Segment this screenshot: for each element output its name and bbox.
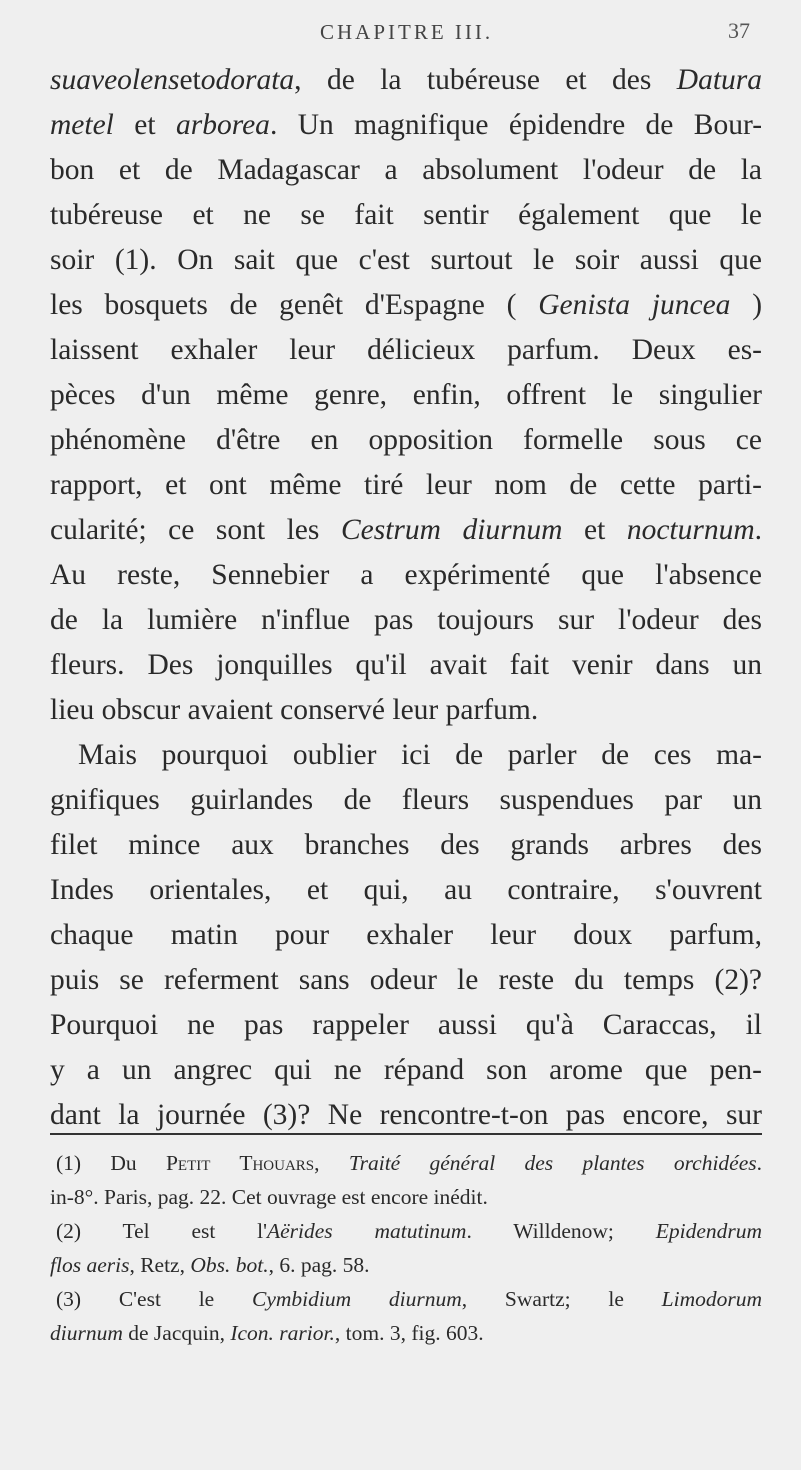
text-line: metel et arborea. Un magnifique épidendre de Bour- [50,109,763,141]
text-line: phénomène d'être en opposition formelle sous ce [50,424,762,456]
running-head [0,16,801,56]
text-line: laissent exhaler leur délicieux parfum. Deux es- [50,334,762,366]
footnote-line: in-8°. Paris, pag. 22. Cet ouvrage est encore inédit. [50,1185,488,1209]
text-line: les bosquets de genêt d'Espagne ( Genista juncea ) [50,289,763,321]
body-text [50,58,762,1138]
text-line: tubéreuse et ne se fait sentir également que le [50,199,762,231]
text-line: dant la journée (3)? Ne rencontre-t-on pas encore, sur [50,1099,762,1131]
text-line: puis se referment sans odeur le reste du temps (2)? [50,964,762,996]
text-line: y a un angrec qui ne répand son arome que pen- [50,1054,762,1086]
text-line: fleurs. Des jonquilles qu'il avait fait venir dans un [50,649,762,681]
chapter-heading: CHAPITRE III. [320,20,494,44]
footnote-line: (3) C'est le Cymbidium diurnum, Swartz; le Limodorum [56,1287,763,1311]
footnotes [50,1146,762,1350]
text-line: chaque matin pour exhaler leur doux parfum, [50,919,762,951]
text-line: Mais pourquoi oublier ici de parler de ces ma- [78,739,762,771]
text-line: rapport, et ont même tiré leur nom de cette parti- [50,469,762,501]
page-number: 37 [728,18,750,43]
text-line: soir (1). On sait que c'est surtout le soir aussi que [50,244,762,276]
text-line: lieu obscur avaient conservé leur parfum. [50,694,539,726]
text-line: bon et de Madagascar a absolument l'odeur de la [50,154,762,186]
text-line: Indes orientales, et qui, au contraire, s'ouvrent [50,874,762,906]
footnote-line: flos aeris, Retz, Obs. bot., 6. pag. 58. [50,1253,370,1277]
text-line: de la lumière n'influe pas toujours sur l'odeur des [50,604,762,636]
text-line: cularité; ce sont les Cestrum diurnum et nocturnum. [50,514,763,546]
text-line: pèces d'un même genre, enfin, offrent le singulier [50,379,762,411]
footnote-line: (1) Du Petit Thouars, Traité général des plantes orchidées. [56,1151,763,1175]
footnote-rule [50,1133,762,1135]
footnote-line: diurnum de Jacquin, Icon. rarior., tom. 3, fig. 603. [50,1321,484,1345]
text-line: filet mince aux branches des grands arbres des [50,829,762,861]
text-line: suaveolensetodorata, de la tubéreuse et des Datura [50,64,762,96]
text-line: Pourquoi ne pas rappeler aussi qu'à Caraccas, il [50,1009,762,1041]
text-line: Au reste, Sennebier a expérimenté que l'absence [50,559,762,591]
footnote-line: (2) Tel est l'Aërides matutinum. Willdenow; Epidendrum [56,1219,763,1243]
text-line: gnifiques guirlandes de fleurs suspendues par un [50,784,762,816]
